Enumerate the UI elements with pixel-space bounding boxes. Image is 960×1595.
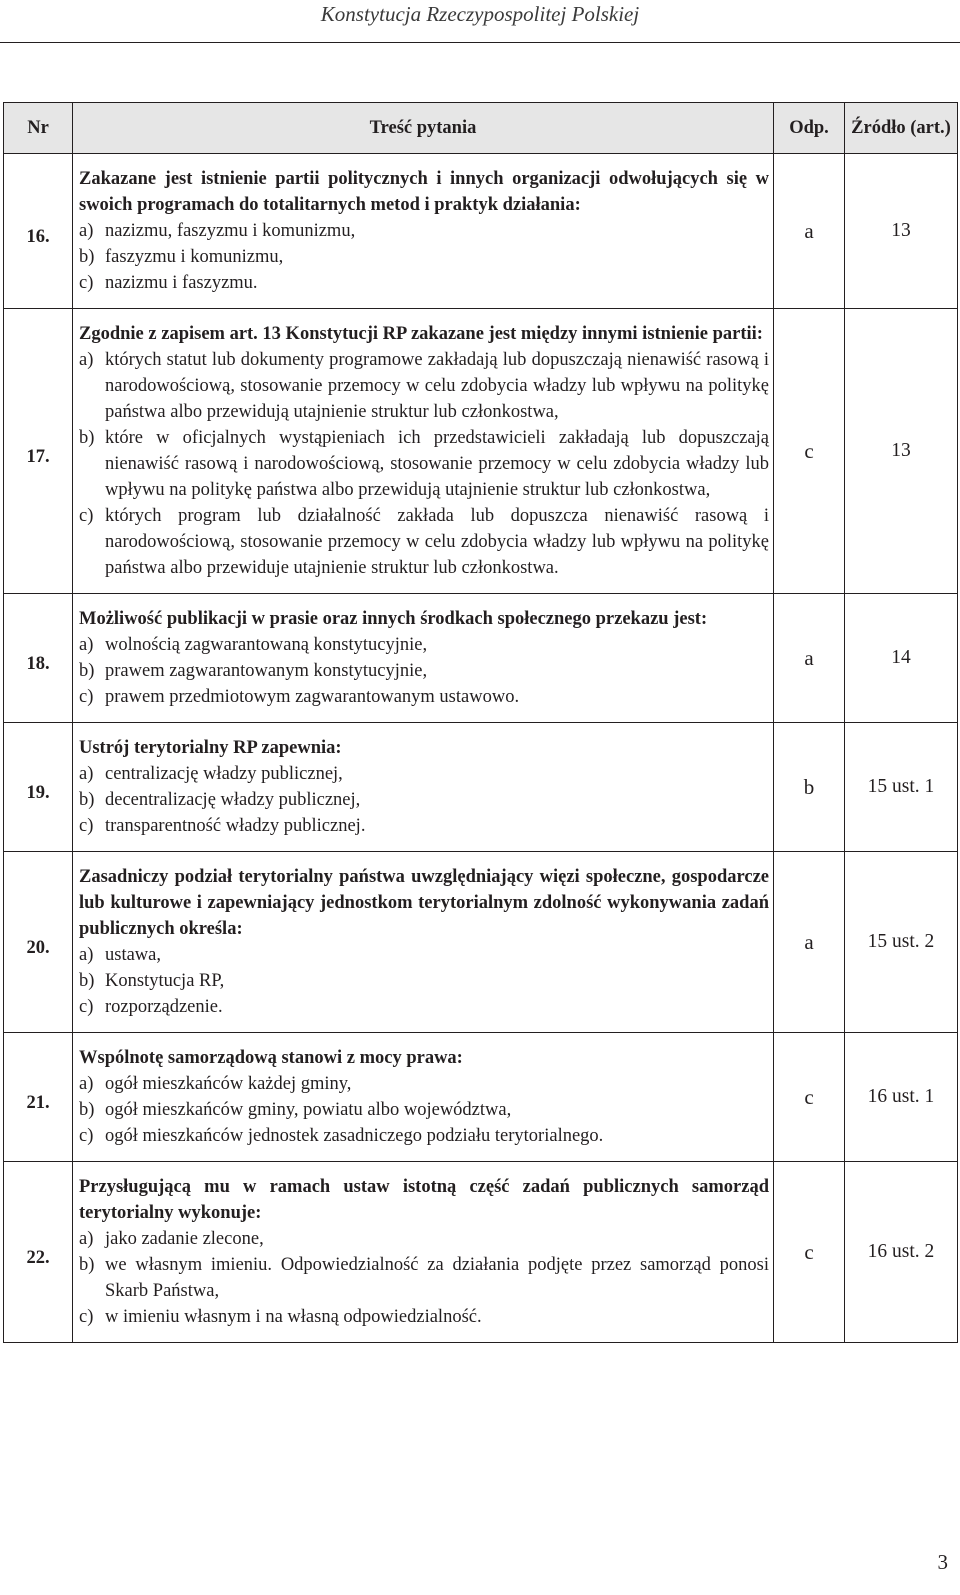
option-b: [79, 968, 769, 994]
option-letter: b): [79, 790, 95, 810]
option-text: ustawa,: [105, 945, 161, 965]
header-rule: [0, 42, 960, 43]
option-b: [79, 1252, 769, 1304]
option-letter: b): [79, 971, 95, 991]
column-header-nr: Nr: [4, 103, 73, 154]
table-row: [4, 852, 958, 1033]
option-letter: b): [79, 247, 95, 267]
option-text: nazizmu i faszyzmu.: [105, 273, 258, 293]
option-text: w imieniu własnym i na własną odpowiedzialność.: [105, 1307, 482, 1327]
option-text: nazizmu, faszyzmu i komunizmu,: [105, 221, 356, 241]
question-cell: [73, 154, 774, 309]
answer-cell: a: [774, 154, 845, 309]
question-text: Zakazane jest istnienie partii politycznych i innych organizacji odwołujących się w swoich programach do totalitarnych metod i praktyk działania:: [79, 169, 769, 215]
table-row: [4, 154, 958, 309]
answer-cell: c: [774, 1162, 845, 1343]
option-text: które w oficjalnych wystąpieniach ich przedstawicieli zakładają lub dopuszczają nienawiść rasową i narodowościową, stosowanie przemocy w celu zdobycia władzy lub wpływu na politykę państwa albo przewidują utajnienie struktur lub członkostwa,: [105, 428, 769, 500]
question-cell: [73, 309, 774, 594]
answer-cell: b: [774, 723, 845, 852]
option-letter: c): [79, 273, 94, 293]
question-text: Ustrój terytorialny RP zapewnia:: [79, 738, 342, 758]
option-c: [79, 503, 769, 581]
option-a: [79, 218, 769, 244]
option-c: [79, 684, 769, 710]
source-cell: 16 ust. 1: [845, 1033, 958, 1162]
table-row: [4, 309, 958, 594]
column-header-source: Źródło (art.): [845, 103, 958, 154]
option-text: ogół mieszkańców jednostek zasadniczego podziału terytorialnego.: [105, 1126, 604, 1146]
option-text: których statut lub dokumenty programowe zakładają lub dopuszczają nienawiść rasową i narodowościową, stosowanie przemocy w celu zdobycia władzy lub wpływu na politykę państwa albo przewidują utajnienie struktur lub członkostwa,: [105, 350, 769, 422]
table-header-row: [4, 103, 958, 154]
option-c: [79, 1123, 769, 1149]
option-c: [79, 994, 769, 1020]
option-letter: c): [79, 506, 94, 526]
option-b: [79, 1097, 769, 1123]
question-number: 18.: [4, 594, 73, 723]
option-letter: a): [79, 1229, 94, 1249]
option-c: [79, 813, 769, 839]
source-cell: 15 ust. 2: [845, 852, 958, 1033]
option-a: [79, 632, 769, 658]
option-text: wolnością zagwarantowaną konstytucyjnie,: [105, 635, 428, 655]
option-letter: b): [79, 428, 95, 448]
column-header-question: Treść pytania: [73, 103, 774, 154]
source-cell: 13: [845, 154, 958, 309]
option-b: [79, 425, 769, 503]
option-letter: b): [79, 1100, 95, 1120]
option-letter: c): [79, 1126, 94, 1146]
question-text: Wspólnotę samorządową stanowi z mocy prawa:: [79, 1048, 463, 1068]
question-number: 21.: [4, 1033, 73, 1162]
table-body: [4, 154, 958, 1343]
answer-cell: c: [774, 1033, 845, 1162]
table-row: [4, 1033, 958, 1162]
question-cell: [73, 1162, 774, 1343]
option-text: transparentność władzy publicznej.: [105, 816, 366, 836]
option-a: [79, 761, 769, 787]
source-cell: 13: [845, 309, 958, 594]
option-text: ogół mieszkańców gminy, powiatu albo województwa,: [105, 1100, 512, 1120]
page-number: 3: [937, 1550, 948, 1574]
option-letter: c): [79, 816, 94, 836]
question-cell: [73, 594, 774, 723]
option-text: rozporządzenie.: [105, 997, 223, 1017]
question-cell: [73, 1033, 774, 1162]
question-text: Możliwość publikacji w prasie oraz innych środkach społecznego przekazu jest:: [79, 609, 708, 629]
option-b: [79, 244, 769, 270]
table-row: [4, 1162, 958, 1343]
option-b: [79, 787, 769, 813]
option-letter: c): [79, 1307, 94, 1327]
option-b: [79, 658, 769, 684]
option-text: których program lub działalność zakłada lub dopuszcza nienawiść rasową i narodowościową, stosowanie przemocy w celu zdobycia władzy lub wpływu na politykę państwa albo przewiduje utajnienie struktur lub członkostwa.: [105, 506, 769, 578]
question-number: 20.: [4, 852, 73, 1033]
option-text: decentralizację władzy publicznej,: [105, 790, 361, 810]
answer-cell: a: [774, 594, 845, 723]
option-text: Konstytucja RP,: [105, 971, 225, 991]
option-text: prawem przedmiotowym zagwarantowanym ustawowo.: [105, 687, 520, 707]
source-cell: 15 ust. 1: [845, 723, 958, 852]
option-a: [79, 942, 769, 968]
option-letter: a): [79, 350, 94, 370]
option-letter: a): [79, 221, 94, 241]
option-text: jako zadanie zlecone,: [105, 1229, 264, 1249]
option-letter: c): [79, 997, 94, 1017]
option-c: [79, 270, 769, 296]
option-a: [79, 347, 769, 425]
question-number: 17.: [4, 309, 73, 594]
option-letter: b): [79, 1255, 95, 1275]
question-text: Przysługującą mu w ramach ustaw istotną część zadań publicznych samorząd terytorialny wykonuje:: [79, 1177, 769, 1223]
option-text: faszyzmu i komunizmu,: [105, 247, 284, 267]
option-letter: a): [79, 1074, 94, 1094]
option-letter: a): [79, 764, 94, 784]
running-header: Konstytucja Rzeczypospolitej Polskiej: [320, 2, 640, 26]
questions-table: [3, 102, 958, 1343]
table-row: [4, 723, 958, 852]
answer-cell: a: [774, 852, 845, 1033]
answer-cell: c: [774, 309, 845, 594]
question-cell: [73, 852, 774, 1033]
table-row: [4, 594, 958, 723]
question-number: 22.: [4, 1162, 73, 1343]
source-cell: 16 ust. 2: [845, 1162, 958, 1343]
question-number: 19.: [4, 723, 73, 852]
question-cell: [73, 723, 774, 852]
question-number: 16.: [4, 154, 73, 309]
column-header-answer: Odp.: [774, 103, 845, 154]
option-letter: a): [79, 945, 94, 965]
option-text: we własnym imieniu. Odpowiedzialność za działania podjęte przez samorząd ponosi Skarb Państwa,: [105, 1255, 769, 1301]
question-text: Zasadniczy podział terytorialny państwa uwzględniający więzi społeczne, gospodarcze lub kulturowe i zapewniający jednostkom terytorialnym zdolność wykonywania zadań publicznych określa:: [79, 867, 769, 939]
question-text: Zgodnie z zapisem art. 13 Konstytucji RP zakazane jest między innymi istnienie partii:: [79, 324, 763, 344]
option-a: [79, 1226, 769, 1252]
option-c: [79, 1304, 769, 1330]
source-cell: 14: [845, 594, 958, 723]
option-letter: a): [79, 635, 94, 655]
option-text: ogół mieszkańców każdej gminy,: [105, 1074, 352, 1094]
option-letter: c): [79, 687, 94, 707]
option-text: centralizację władzy publicznej,: [105, 764, 343, 784]
option-a: [79, 1071, 769, 1097]
option-letter: b): [79, 661, 95, 681]
option-text: prawem zagwarantowanym konstytucyjnie,: [105, 661, 428, 681]
